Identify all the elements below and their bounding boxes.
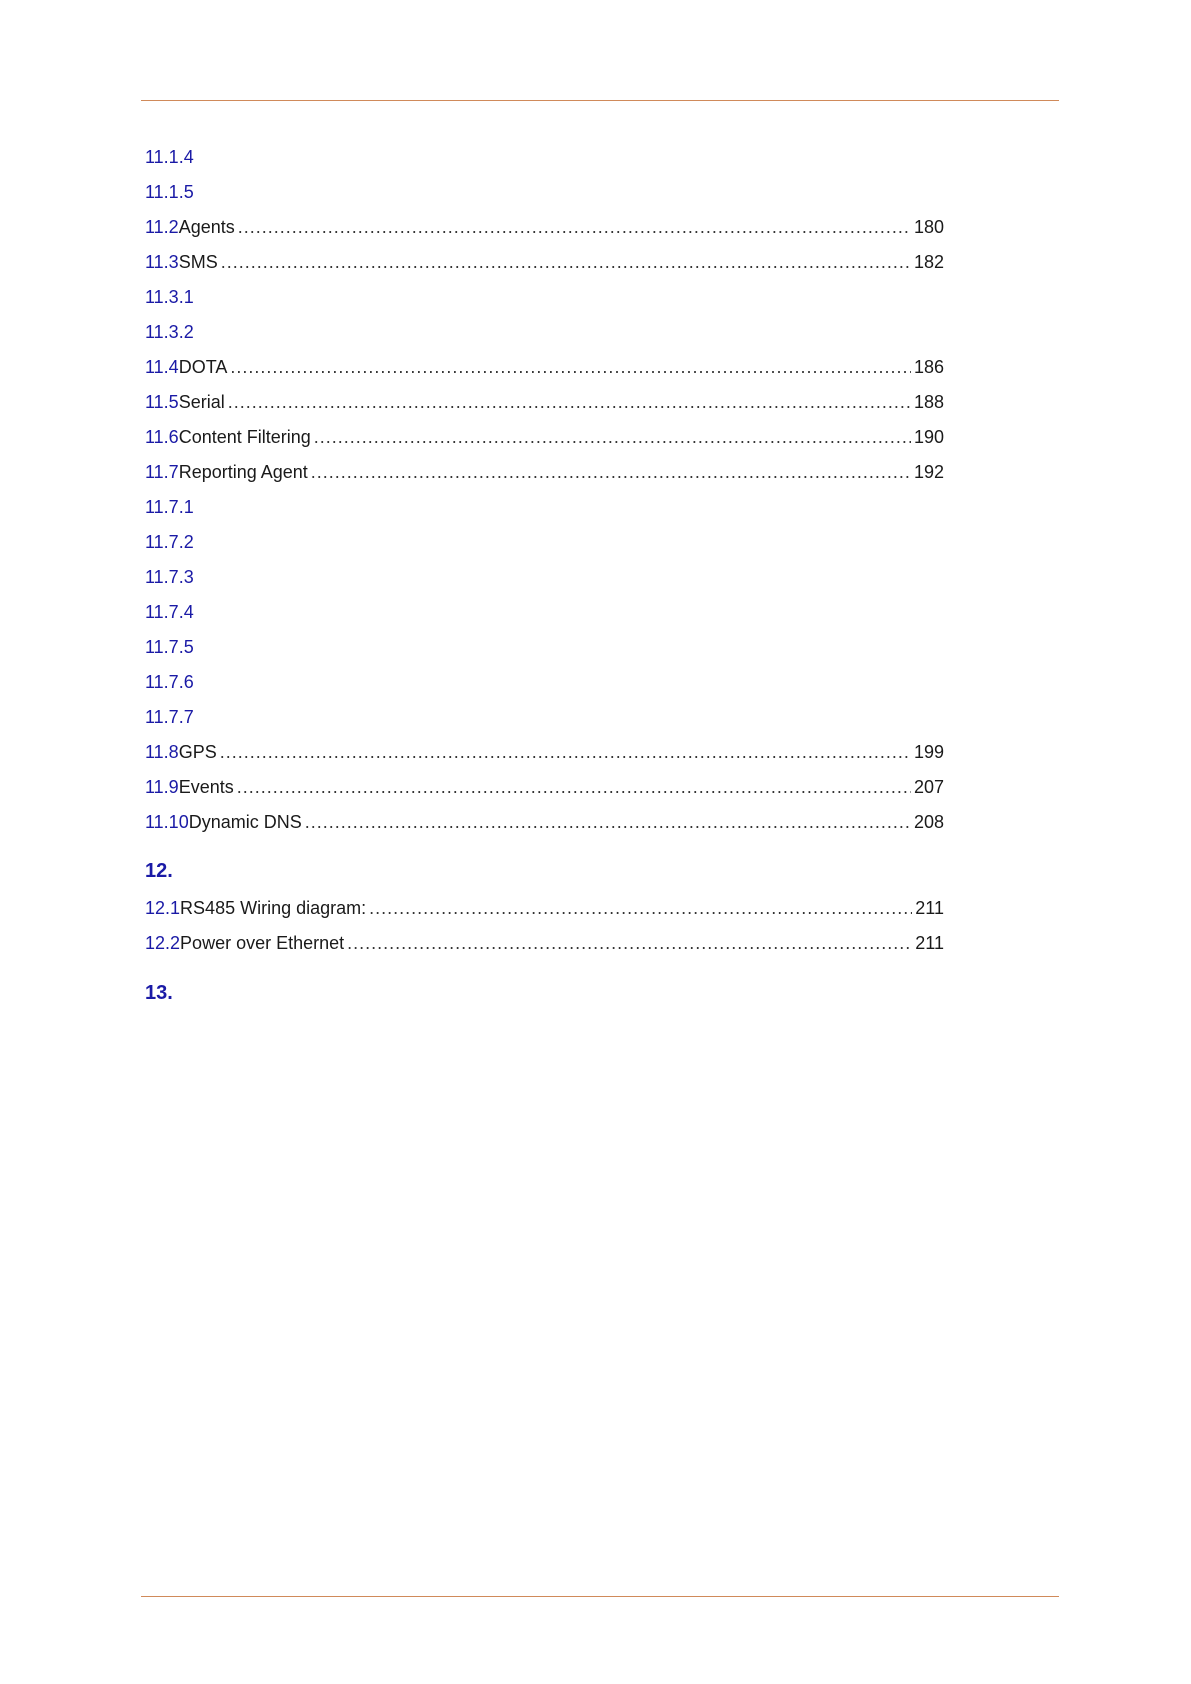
toc-entry-page[interactable]: 186 — [913, 357, 944, 377]
toc-entry-number[interactable]: 11.7.4 — [145, 602, 194, 622]
toc-entry-number[interactable]: 11.7.3 — [145, 567, 194, 587]
toc-entry-number[interactable]: 11.3.2 — [145, 322, 194, 342]
toc-entry-title[interactable]: RS485 Wiring diagram: — [180, 898, 367, 918]
toc-entry-title[interactable]: Agents — [178, 217, 235, 237]
toc-entry-page[interactable]: 182 — [913, 252, 944, 272]
toc-entry-number[interactable]: 11.1.5 — [145, 182, 194, 202]
toc-entry-number[interactable]: 12.1 — [145, 898, 181, 918]
toc-entry-title[interactable]: Content Filtering — [178, 427, 311, 447]
dot-leader — [237, 774, 911, 800]
toc-entry-page[interactable]: 211 — [915, 898, 944, 918]
toc-entry-title[interactable]: Reporting Agent — [178, 462, 308, 482]
toc-entry-title[interactable]: GPS — [178, 742, 217, 762]
toc-entry-11-7-2[interactable] — [145, 529, 944, 555]
toc-entry-number[interactable]: 11.7.2 — [145, 532, 194, 552]
toc-entry-11-1-4[interactable] — [145, 144, 944, 170]
toc-entry-number[interactable]: 11.3.1 — [145, 287, 194, 307]
toc-entry-11-8[interactable] — [145, 739, 944, 765]
toc-entry-number[interactable]: 11.6 — [145, 427, 179, 447]
toc-entry-page[interactable]: 192 — [913, 462, 944, 482]
toc-entry-11-7-4[interactable] — [145, 599, 944, 625]
toc-entry-number[interactable]: 11.8 — [145, 742, 179, 762]
toc-entry-number[interactable]: 11.5 — [145, 392, 179, 412]
toc-entry-11-7-5[interactable] — [145, 634, 944, 660]
toc-entry-number[interactable]: 11.7.6 — [145, 672, 194, 692]
toc-entry-number[interactable]: 11.3 — [145, 252, 179, 272]
toc-entry-number[interactable]: 11.9 — [145, 777, 179, 797]
dot-leader — [221, 249, 911, 275]
toc-entry-number[interactable]: 11.2 — [145, 217, 179, 237]
toc-entry-page[interactable]: 180 — [913, 217, 944, 237]
toc-entry-11-9[interactable] — [145, 774, 944, 800]
toc-entry-number[interactable]: 11.1.4 — [145, 147, 194, 167]
toc-entry-11-10[interactable] — [145, 809, 944, 835]
toc-entry-11-7[interactable] — [145, 459, 944, 485]
toc-entry-number[interactable]: 11.7.7 — [145, 707, 194, 727]
toc-entry-11-7-6[interactable] — [145, 669, 944, 695]
toc-entry-11-2[interactable] — [145, 214, 944, 240]
dot-leader — [369, 895, 912, 921]
toc-entry-page[interactable]: 190 — [913, 427, 944, 447]
dot-leader — [347, 930, 912, 956]
toc-entry-title[interactable]: Power over Ethernet — [180, 933, 345, 953]
dot-leader — [220, 739, 911, 765]
toc-entry-number[interactable]: 11.7.5 — [145, 637, 194, 657]
dot-leader — [228, 389, 911, 415]
dot-leader — [305, 809, 911, 835]
toc-entry-11-6[interactable] — [145, 424, 944, 450]
toc-entry-number[interactable]: 11.7.1 — [145, 497, 194, 517]
toc-entry-11-7-1[interactable] — [145, 494, 944, 520]
toc-entry-11-4[interactable] — [145, 354, 944, 380]
toc-entry-11-1-5[interactable] — [145, 179, 944, 205]
footer-rule — [141, 1596, 1059, 1597]
dot-leader — [230, 354, 911, 380]
toc-entry-11-3-2[interactable] — [145, 319, 944, 345]
toc-entry-number[interactable]: 11.4 — [145, 357, 179, 377]
toc-entry-11-3[interactable] — [145, 249, 944, 275]
toc-entry-11-7-7[interactable] — [145, 704, 944, 730]
toc-entry-page[interactable]: 211 — [915, 933, 944, 953]
toc-entry-page[interactable]: 208 — [913, 812, 944, 832]
toc-entry-12-2[interactable] — [145, 930, 944, 956]
toc-entry-number[interactable]: 11.7 — [145, 462, 179, 482]
toc-entry-page[interactable]: 188 — [913, 392, 944, 412]
toc-entry-11-7-3[interactable] — [145, 564, 944, 590]
toc-entry-12-1[interactable] — [145, 895, 944, 921]
toc-entry-11-5[interactable] — [145, 389, 944, 415]
toc-entry-title[interactable]: Serial — [178, 392, 225, 412]
dot-leader — [314, 424, 911, 450]
toc-entry-number[interactable]: 11.10 — [145, 812, 189, 832]
dot-leader — [311, 459, 911, 485]
toc-chapter-13[interactable]: 13. — [145, 982, 173, 1004]
toc-chapter-12[interactable]: 12. — [145, 860, 173, 882]
toc-entry-page[interactable]: 199 — [913, 742, 944, 762]
toc-entry-title[interactable]: DOTA — [178, 357, 228, 377]
toc-entry-title[interactable]: Dynamic DNS — [188, 812, 302, 832]
toc-entry-title[interactable]: SMS — [178, 252, 218, 272]
dot-leader — [238, 214, 911, 240]
toc-entry-title[interactable]: Events — [178, 777, 234, 797]
toc-entry-number[interactable]: 12.2 — [145, 933, 181, 953]
toc-entry-page[interactable]: 207 — [913, 777, 944, 797]
toc-entry-11-3-1[interactable] — [145, 284, 944, 310]
